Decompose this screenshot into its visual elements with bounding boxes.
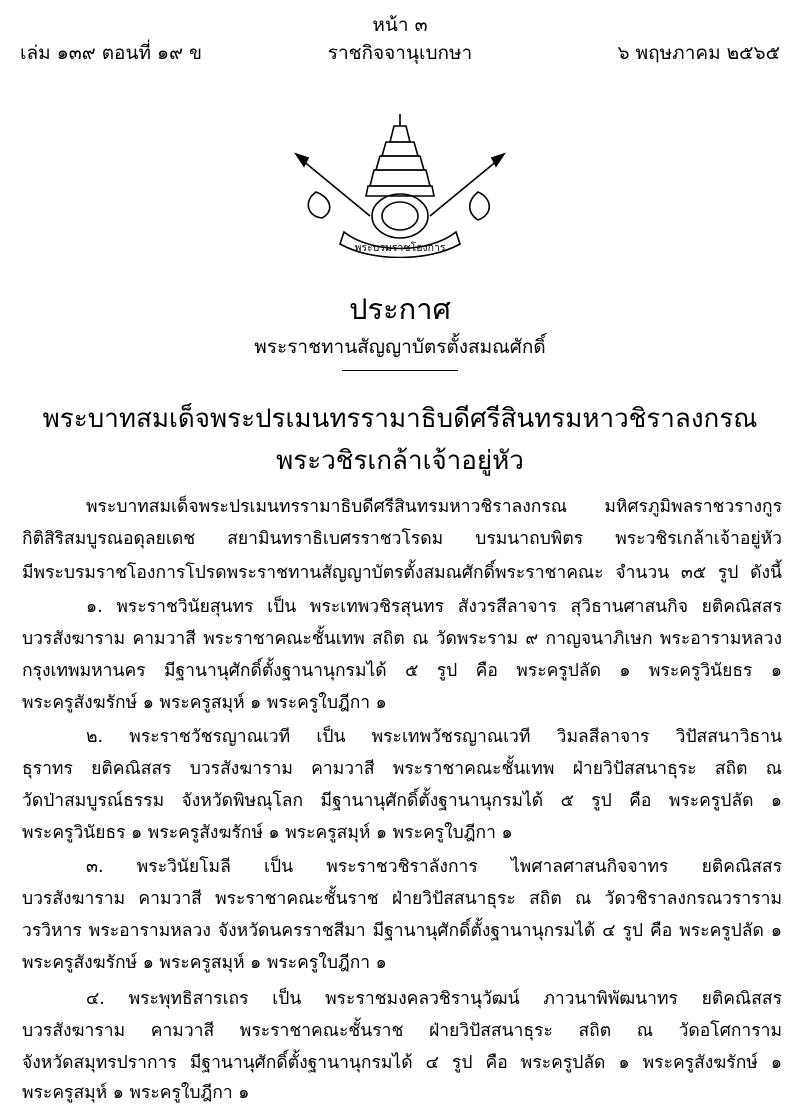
- page-number: หน้า ๓: [372, 14, 428, 36]
- body-line: ๔. พระพุทธิสารเถร เป็น พระราชมงคลวชิรานุวัฒน์ ภาวนาพิพัฒนาทร ยติคณิสสร: [86, 989, 782, 1009]
- emblem-inscription: พระบรมราชโองการ: [354, 242, 446, 254]
- body-line: วัดป่าสมบูรณ์ธรรม จังหวัดพิษณุโลก มีฐานานุศักดิ์ตั้งฐานานุกรมได้ ๕ รูป คือ พระครูปลัด ๑: [22, 791, 782, 811]
- gazette-header: [20, 38, 780, 66]
- announcement-subtitle: พระราชทานสัญญาบัตรตั้งสมณศักดิ์: [254, 336, 546, 358]
- title-divider: [342, 370, 458, 371]
- body-line: พระบาทสมเด็จพระปรเมนทรรามาธิบดีศรีสินทรมหาวชิราลงกรณ มหิศรภูมิพลราชวรางกูร: [86, 497, 782, 517]
- king-name-line-1: พระบาทสมเด็จพระปรเมนทรรามาธิบดีศรีสินทรมหาวชิราลงกรณ: [42, 404, 758, 434]
- body-line: ๑. พระราชวินัยสุนทร เป็น พระเทพวชิรสุนทร สังวรสีลาจาร สุวิธานศาสนกิจ ยติคณิสสร: [86, 597, 782, 617]
- body-line: จังหวัดสมุทรปราการ มีฐานานุศักดิ์ตั้งฐานานุกรมได้ ๔ รูป คือ พระครูปลัด ๑ พระครูสังฆรักษ์ ๑: [22, 1053, 782, 1073]
- announcement-title: ประกาศ: [349, 292, 451, 326]
- body-line: พระครูสังฆรักษ์ ๑ พระครูสมุห์ ๑ พระครูใบฎีกา ๑: [22, 693, 387, 713]
- body-line: กรุงเทพมหานคร มีฐานานุศักดิ์ตั้งฐานานุกรมได้ ๕ รูป คือ พระครูปลัด ๑ พระครูวินัยธร ๑: [22, 661, 782, 681]
- issue-date: ๖ พฤษภาคม ๒๕๖๕: [617, 42, 780, 64]
- body-line: ธุราทร ยติคณิสสร บวรสังฆาราม คามวาสี พระราชาคณะชั้นเทพ ฝ่ายวิปัสสนาธุระ สถิต ณ: [22, 759, 782, 779]
- body-line: พระครูสมุห์ ๑ พระครูใบฎีกา ๑: [22, 1083, 250, 1103]
- body-line: พระครูสังฆรักษ์ ๑ พระครูสมุห์ ๑ พระครูใบฎีกา ๑: [22, 953, 387, 973]
- body-line: มีพระบรมราชโองการโปรดพระราชทานสัญญาบัตรตั้งสมณศักดิ์พระราชาคณะ จำนวน ๓๕ รูป ดังนี้: [22, 563, 782, 583]
- body-line: วรวิหาร พระอารามหลวง จังหวัดนครราชสีมา มีฐานานุศักดิ์ตั้งฐานานุกรมได้ ๔ รูป คือ พระครูปลัด ๑: [22, 921, 782, 941]
- volume-issue: เล่ม ๑๓๙ ตอนที่ ๑๙ ข: [20, 42, 203, 64]
- body-line: พระครูวินัยธร ๑ พระครูสังฆรักษ์ ๑ พระครูสมุห์ ๑ พระครูใบฎีกา ๑: [22, 823, 513, 843]
- royal-emblem-icon: [282, 108, 518, 258]
- body-line: บวรสังฆาราม คามวาสี พระราชาคณะชั้นราช ฝ่ายวิปัสสนาธุระ สถิต ณ วัดอโศการาม: [22, 1021, 782, 1041]
- body-line: กิติสิริสมบูรณอดุลยเดช สยามินทราธิเบศรราชวโรดม บรมนาถบพิตร พระวชิรเกล้าเจ้าอยู่หัว: [22, 529, 782, 549]
- publication-name: ราชกิจจานุเบกษา: [327, 42, 473, 64]
- body-line: บวรสังฆาราม คามวาสี พระราชาคณะชั้นเทพ สถิต ณ วัดพระราม ๙ กาญจนาภิเษก พระอารามหลวง: [22, 629, 782, 649]
- body-line: ๒. พระราชวัชรญาณเวที เป็น พระเทพวัชรญาณเวที วิมลสีลาจาร วิปัสสนาวิธาน: [86, 727, 782, 747]
- body-line: บวรสังฆาราม คามวาสี พระราชาคณะชั้นราช ฝ่ายวิปัสสนาธุระ สถิต ณ วัดวชิราลงกรณวราราม: [22, 889, 782, 909]
- king-name-line-2: พระวชิรเกล้าเจ้าอยู่หัว: [276, 446, 524, 476]
- body-line: ๓. พระวินัยโมลี เป็น พระราชวชิราลังการ ไพศาลศาสนกิจจาทร ยติคณิสสร: [86, 857, 782, 877]
